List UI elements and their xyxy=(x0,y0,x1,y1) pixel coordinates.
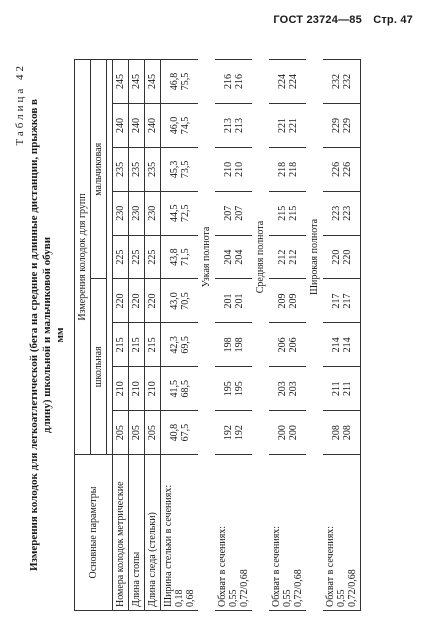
cell-value: 209 xyxy=(287,293,299,309)
cell-value: 192 xyxy=(233,425,245,441)
row-label-text: Ширина стельки в сечениях: xyxy=(163,484,174,607)
cell-value: 44,5 xyxy=(168,204,180,222)
cell: 240 xyxy=(113,104,129,148)
table-title-text: Измерения колодок для легкоатлетической (бега на средние и длинные дистанции, прыжков в длину) школьной и мальчиковой обуви xyxy=(28,99,53,571)
section-value: 0,55 xyxy=(228,589,239,607)
cell-value: 200 xyxy=(276,425,288,441)
table-unit: мм xyxy=(54,327,66,343)
cell: 215 xyxy=(145,323,161,367)
cell-value: 41,5 xyxy=(168,379,180,398)
cell-value: 195 xyxy=(222,381,234,397)
cell-value: 220 xyxy=(330,249,342,265)
cell-value: 206 xyxy=(276,337,288,353)
cell-value: 73,5 xyxy=(179,160,191,179)
cell-value: 229 xyxy=(341,117,353,133)
cell-value: 206 xyxy=(287,337,299,353)
cell xyxy=(269,60,306,104)
cell-value: 72,5 xyxy=(179,204,191,222)
page-number: Стр. 47 xyxy=(373,14,413,26)
cell-value: 216 xyxy=(233,74,245,89)
cell: 210 xyxy=(129,367,145,411)
cell-value: 224 xyxy=(287,74,299,89)
section-value: 0,72/0,68 xyxy=(239,569,250,607)
cell xyxy=(215,367,252,411)
cell: 220 xyxy=(113,279,129,323)
cell: 245 xyxy=(145,60,161,104)
cell xyxy=(161,323,199,367)
cell-value: 195 xyxy=(233,381,245,397)
cell: 205 xyxy=(113,411,129,455)
cell-value: 43,8 xyxy=(168,248,180,266)
cell: 225 xyxy=(129,235,145,279)
row-label xyxy=(215,455,252,611)
cell-value: 75,5 xyxy=(179,72,191,91)
cell: 240 xyxy=(145,104,161,148)
section-value: 0,55 xyxy=(282,589,293,607)
cell-value: 192 xyxy=(222,425,234,441)
cell-value: 213 xyxy=(222,117,234,133)
cell-value: 198 xyxy=(233,337,245,353)
cell: 220 xyxy=(129,279,145,323)
row-girth-medium xyxy=(269,60,306,611)
row-girth-wide xyxy=(323,60,361,611)
cell xyxy=(323,323,361,367)
cell xyxy=(215,279,252,323)
cell xyxy=(161,235,199,279)
cell: 210 xyxy=(113,367,129,411)
cell-value: 204 xyxy=(233,249,245,265)
cell: 235 xyxy=(129,147,145,191)
cell xyxy=(269,191,306,235)
cell-value: 201 xyxy=(222,293,234,309)
cell-value: 70,5 xyxy=(179,292,191,310)
cell: 245 xyxy=(113,60,129,104)
cell xyxy=(269,104,306,148)
section-value: 0,55 xyxy=(336,589,347,607)
cell-value: 214 xyxy=(341,337,353,353)
cell-value: 217 xyxy=(330,293,342,309)
cell-value: 207 xyxy=(222,205,234,221)
cell: 215 xyxy=(129,323,145,367)
header-param: Основные параметры xyxy=(75,455,113,611)
cell-value: 207 xyxy=(233,205,245,221)
cell-value: 229 xyxy=(330,117,342,133)
cell-value: 45,3 xyxy=(168,160,180,179)
row-insole-width xyxy=(161,60,199,611)
cell-value: 67,5 xyxy=(179,423,191,442)
section-value: 0,72/0,68 xyxy=(347,569,358,607)
cell: 205 xyxy=(145,411,161,455)
cell: 225 xyxy=(113,235,129,279)
cell-value: 215 xyxy=(287,205,299,221)
cell: 235 xyxy=(113,147,129,191)
cell: 235 xyxy=(145,147,161,191)
cell-value: 204 xyxy=(222,249,234,265)
cell xyxy=(323,60,361,104)
cell-value: 224 xyxy=(276,74,288,89)
cell: 205 xyxy=(129,411,145,455)
cell-value: 217 xyxy=(341,293,353,309)
header-school: школьная xyxy=(91,279,107,455)
cell xyxy=(215,104,252,148)
cell-value: 212 xyxy=(287,249,299,265)
cell xyxy=(269,279,306,323)
cell-value: 210 xyxy=(222,161,234,177)
cell-value: 46,8 xyxy=(168,72,180,91)
cell: 220 xyxy=(145,279,161,323)
cell-value: 216 xyxy=(222,74,234,89)
cell: 210 xyxy=(145,367,161,411)
cell xyxy=(215,235,252,279)
cell xyxy=(269,323,306,367)
row-label-text: Обхват в сечениях: xyxy=(325,525,336,607)
cell xyxy=(215,323,252,367)
cell-value: 226 xyxy=(341,161,353,177)
cell xyxy=(323,367,361,411)
row-label-text: Обхват в сечениях: xyxy=(271,525,282,607)
cell xyxy=(161,367,199,411)
section-value: 0,72/0,68 xyxy=(293,569,304,607)
cell xyxy=(269,367,306,411)
cell-value: 223 xyxy=(330,205,342,221)
row-label: Длина следа (стельки) xyxy=(145,455,161,611)
table-title xyxy=(28,85,67,585)
row-insole-length xyxy=(145,60,161,611)
row-label xyxy=(323,455,361,611)
cell-value: 218 xyxy=(287,161,299,177)
section-narrow-label: Узкая полнота xyxy=(201,226,212,288)
cell-value: 232 xyxy=(330,74,342,89)
cell xyxy=(161,411,199,455)
table-label: Таблица 42 xyxy=(14,63,26,146)
cell-value: 208 xyxy=(330,425,342,441)
header-group: Измерения колодок для групп xyxy=(75,60,91,455)
cell xyxy=(269,235,306,279)
cell-value: 218 xyxy=(276,161,288,177)
cell-value: 198 xyxy=(222,337,234,353)
cell xyxy=(161,147,199,191)
row-sizes xyxy=(113,60,129,611)
cell-value: 46,0 xyxy=(168,116,180,135)
section-value: 0,68 xyxy=(185,589,196,607)
cell: 230 xyxy=(129,191,145,235)
row-label: Длина стопы xyxy=(129,455,145,611)
cell xyxy=(323,104,361,148)
cell xyxy=(269,147,306,191)
cell-value: 71,5 xyxy=(179,248,191,266)
cell-value: 203 xyxy=(276,381,288,397)
cell-value: 201 xyxy=(233,293,245,309)
section-wide-label: Широкая полнота xyxy=(309,218,320,296)
row-label xyxy=(269,455,306,611)
cell-value: 221 xyxy=(276,117,288,133)
cell xyxy=(215,60,252,104)
cell xyxy=(323,279,361,323)
standard-number: ГОСТ 23724—85 xyxy=(273,14,362,26)
cell: 225 xyxy=(145,235,161,279)
cell-value: 208 xyxy=(341,425,353,441)
cell-value: 226 xyxy=(330,161,342,177)
cell xyxy=(161,191,199,235)
cell xyxy=(215,147,252,191)
row-foot-length xyxy=(129,60,145,611)
cell-value: 74,5 xyxy=(179,116,191,135)
cell-value: 211 xyxy=(341,381,353,397)
cell-value: 68,5 xyxy=(179,379,191,398)
cell-value: 210 xyxy=(233,161,245,177)
cell-value: 213 xyxy=(233,117,245,133)
cell-value: 40,8 xyxy=(168,423,180,442)
cell xyxy=(161,60,199,104)
section-row-wide xyxy=(306,60,323,611)
cell-value: 43,0 xyxy=(168,292,180,310)
cell-value: 220 xyxy=(341,249,353,265)
section-value: 0,18 xyxy=(174,589,185,607)
data-table xyxy=(74,59,361,611)
cell-value: 211 xyxy=(330,381,342,397)
cell-value: 42,3 xyxy=(168,336,180,354)
cell xyxy=(323,235,361,279)
cell-value: 212 xyxy=(276,249,288,265)
row-girth-narrow xyxy=(215,60,252,611)
table-body xyxy=(113,60,361,611)
row-label: Номера колодок метрические xyxy=(113,455,129,611)
cell: 240 xyxy=(129,104,145,148)
rotated-table-block xyxy=(14,55,409,615)
section-row-narrow xyxy=(198,60,215,611)
cell xyxy=(323,191,361,235)
cell-value: 215 xyxy=(276,205,288,221)
section-medium-label: Средняя полнота xyxy=(255,220,266,294)
cell-value: 221 xyxy=(287,117,299,133)
cell xyxy=(161,279,199,323)
cell xyxy=(215,411,252,455)
cell xyxy=(161,104,199,148)
cell: 230 xyxy=(145,191,161,235)
cell xyxy=(269,411,306,455)
cell: 215 xyxy=(113,323,129,367)
row-label-text: Обхват в сечениях: xyxy=(217,525,228,607)
row-label xyxy=(161,455,199,611)
cell-value: 203 xyxy=(287,381,299,397)
cell-value: 232 xyxy=(341,74,353,89)
section-row-medium xyxy=(252,60,269,611)
header-boys: мальчиковая xyxy=(91,60,107,280)
cell-value: 209 xyxy=(276,293,288,309)
cell-value: 214 xyxy=(330,337,342,353)
cell-value: 223 xyxy=(341,205,353,221)
cell: 245 xyxy=(129,60,145,104)
page-header xyxy=(273,14,413,26)
cell xyxy=(323,411,361,455)
cell-value: 69,5 xyxy=(179,336,191,354)
cell-value: 200 xyxy=(287,425,299,441)
cell xyxy=(215,191,252,235)
cell: 230 xyxy=(113,191,129,235)
cell xyxy=(323,147,361,191)
